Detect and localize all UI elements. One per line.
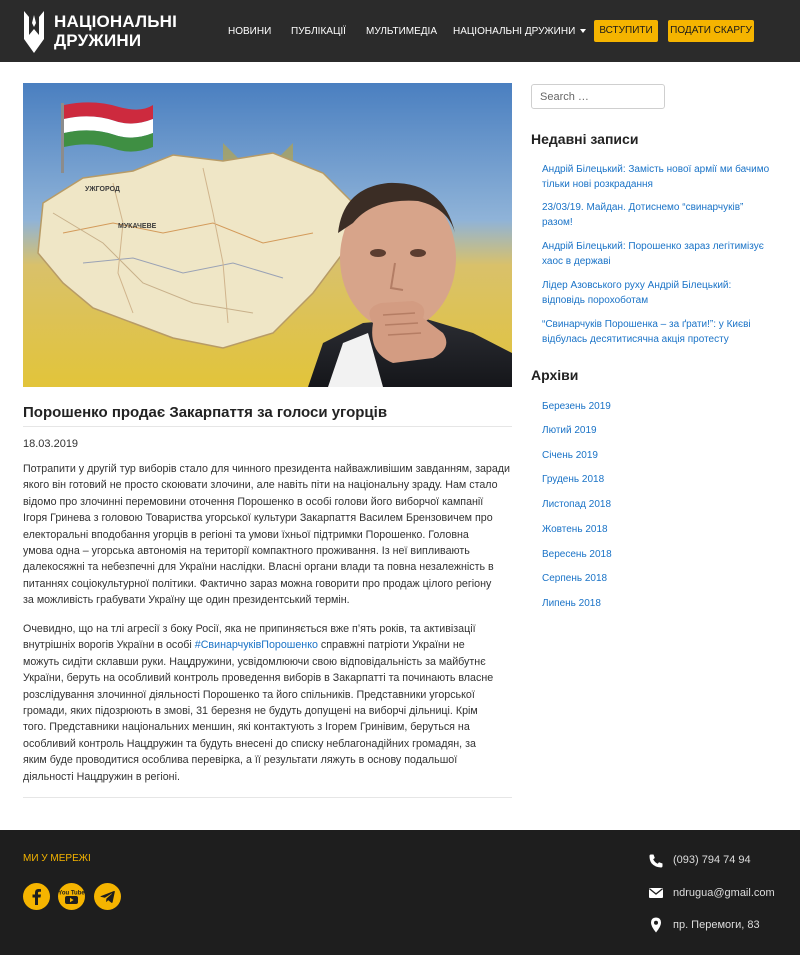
link-line: відбулась десятитисячна акція протесту bbox=[542, 334, 729, 345]
social-heading: МИ У МЕРЕЖІ bbox=[23, 853, 91, 864]
trident-logo-icon bbox=[22, 9, 46, 55]
paragraph-line: далекосяжні та небезпечні для України наслідки. Власні органи влади та повна незалежність в bbox=[23, 561, 494, 574]
paragraph-line: Очевидно, що на тлі агресії з боку Росії, яка не припиняється вже п’ять років, та активізації bbox=[23, 623, 476, 635]
site-logo[interactable] bbox=[22, 9, 178, 55]
email-address[interactable]: ndrugua@gmail.com bbox=[673, 887, 775, 899]
archives-heading: Архіви bbox=[531, 367, 579, 383]
address: пр. Перемоги, 83 bbox=[673, 919, 760, 931]
site-footer bbox=[0, 830, 800, 955]
envelope-icon bbox=[648, 885, 664, 901]
join-button[interactable]: ВСТУПИТИ bbox=[594, 20, 658, 42]
chevron-down-icon bbox=[580, 29, 586, 33]
logo-line-1: НАЦІОНАЛЬНІ bbox=[54, 12, 178, 31]
paragraph-line: громади, яких підозрюють в змові, 31 березня не будуть допущені на виборчі дільниці. Крім bbox=[23, 705, 478, 718]
title-divider bbox=[23, 426, 512, 427]
facebook-icon[interactable] bbox=[23, 883, 50, 910]
recent-post-link[interactable] bbox=[542, 278, 772, 308]
archive-link[interactable]: Вересень 2018 bbox=[542, 549, 612, 560]
paragraph-line: України, беруть на особливий контроль проведення виборів в Закарпатті та починають власне bbox=[23, 672, 494, 685]
logo-text bbox=[54, 12, 177, 50]
nav-item-news[interactable]: НОВИНИ bbox=[228, 26, 272, 37]
post-bottom-divider bbox=[23, 797, 512, 798]
archive-link[interactable]: Серпень 2018 bbox=[542, 573, 608, 584]
link-line: “Свинарчуків Порошенка – за ґрати!”: у Києві bbox=[542, 319, 751, 330]
paragraph-line: умова одна – угорська автономія на території компактного проживання. Із неї випливають bbox=[23, 545, 470, 558]
paragraph-line: Ігоря Гринева з головою Товариства угорської культури Закарпаття Василем Брензовичем про bbox=[23, 512, 493, 525]
map-label-mukachevo: МУКАЧЕВЕ bbox=[118, 223, 157, 230]
paragraph-line bbox=[23, 637, 512, 653]
link-line: хаос в державі bbox=[542, 256, 611, 267]
recent-posts-heading: Недавні записи bbox=[531, 131, 639, 147]
search-input[interactable] bbox=[531, 84, 665, 109]
phone-number[interactable]: (093) 794 74 94 bbox=[673, 854, 751, 866]
paragraph-line: особливий контроль Нацдружин та будуть внесені до списку неблагонадійних громадян, за bbox=[23, 737, 476, 750]
nav-item-national-squads[interactable] bbox=[453, 26, 586, 37]
link-line: тільки нові розкрадання bbox=[542, 179, 653, 190]
youtube-label: You Tube bbox=[58, 890, 85, 897]
post-featured-image[interactable] bbox=[23, 83, 512, 387]
logo-line-2: ДРУЖИНИ bbox=[54, 31, 142, 50]
recent-post-link[interactable] bbox=[542, 317, 772, 347]
post-title: Порошенко продає Закарпаття за голоси угорців bbox=[23, 404, 388, 421]
link-line: 23/03/19. Майдан. Дотиснемо “свинарчуків” bbox=[542, 202, 744, 213]
link-line: разом! bbox=[542, 217, 573, 228]
recent-post-link[interactable] bbox=[542, 162, 772, 192]
post-paragraph-2 bbox=[23, 621, 512, 785]
nav-item-national-squads-label: НАЦІОНАЛЬНІ ДРУЖИНИ bbox=[453, 26, 576, 37]
archive-link[interactable]: Листопад 2018 bbox=[542, 499, 612, 510]
paragraph-line: за можливість грабувати Україну ще один президентський термін. bbox=[23, 594, 350, 607]
paragraph-line: яким буде проводитися особлива перевірка, а її результати ляжуть в основу подальшої bbox=[23, 754, 458, 767]
nav-item-multimedia[interactable]: МУЛЬТИМЕДІА bbox=[366, 26, 437, 37]
post-date: 18.03.2019 bbox=[23, 438, 79, 450]
paragraph-line: Потрапити у другій тур виборів стало для чинного президента найважливішим завданням, заради bbox=[23, 463, 511, 475]
paragraph-line: можуть сидіти склавши руки. Нацдружини, усвідомлюючи свою відповідальність за майбутнє bbox=[23, 655, 486, 668]
nav-item-publications[interactable]: ПУБЛІКАЦІЇ bbox=[291, 26, 346, 37]
paragraph-line: питаннях соціокультурної політики. Фактично зараз можна говорити про продаж цілого регіону bbox=[23, 577, 492, 590]
archive-link[interactable]: Липень 2018 bbox=[542, 598, 601, 609]
youtube-icon[interactable] bbox=[58, 883, 85, 910]
map-label-uzhhorod: УЖГОРОД bbox=[85, 186, 120, 193]
paragraph-text: справжні патріоти України не bbox=[317, 639, 465, 652]
recent-post-link[interactable] bbox=[542, 200, 772, 230]
archive-link[interactable]: Грудень 2018 bbox=[542, 474, 605, 485]
telegram-icon[interactable] bbox=[94, 883, 121, 910]
complaint-button[interactable]: ПОДАТИ СКАРГУ bbox=[668, 20, 754, 42]
archive-link[interactable]: Лютий 2019 bbox=[542, 425, 597, 436]
link-line: Андрій Білецький: Порошенко зараз легітимізує bbox=[542, 241, 764, 252]
archive-link[interactable]: Березень 2019 bbox=[542, 401, 611, 412]
archive-link[interactable]: Січень 2019 bbox=[542, 450, 598, 461]
paragraph-text: внутрішніх ворогів України в особі bbox=[23, 639, 195, 652]
recent-post-link[interactable] bbox=[542, 239, 772, 269]
phone-icon bbox=[648, 853, 664, 869]
link-line: Андрій Білецький: Замість нової армії ми бачимо bbox=[542, 164, 770, 175]
hashtag-link[interactable]: #СвинарчуківПорошенко bbox=[194, 639, 318, 652]
paragraph-line: відомо про злочинні перемовини оточення Порошенко в особі голови його виборчої кампанії bbox=[23, 495, 484, 508]
post-paragraph-1 bbox=[23, 461, 512, 609]
paragraph-line: того. Представники національних меншин, які контактують з Ігорем Гринівим, беруться на bbox=[23, 721, 470, 734]
location-pin-icon bbox=[648, 917, 664, 933]
paragraph-line: розслідування злочинної діяльності Порошенко та його спільників. Представники угорської bbox=[23, 688, 475, 701]
link-line: Лідер Азовського руху Андрій Білецький: bbox=[542, 280, 732, 291]
featured-image-illustration bbox=[23, 83, 512, 387]
archive-link[interactable]: Жовтень 2018 bbox=[542, 524, 608, 535]
paragraph-line: діяльності Нацдружин в регіоні. bbox=[23, 770, 180, 783]
link-line: відповідь порохоботам bbox=[542, 295, 649, 306]
paragraph-line: якого він готовий не просто скоювати злочини, але навіть піти на національну зраду. Нам стало bbox=[23, 479, 498, 492]
paragraph-line: електоральні вподобання угорців в регіоні та умови їхньої підтримки Порошенко. Головна bbox=[23, 528, 469, 541]
site-header bbox=[0, 0, 800, 62]
